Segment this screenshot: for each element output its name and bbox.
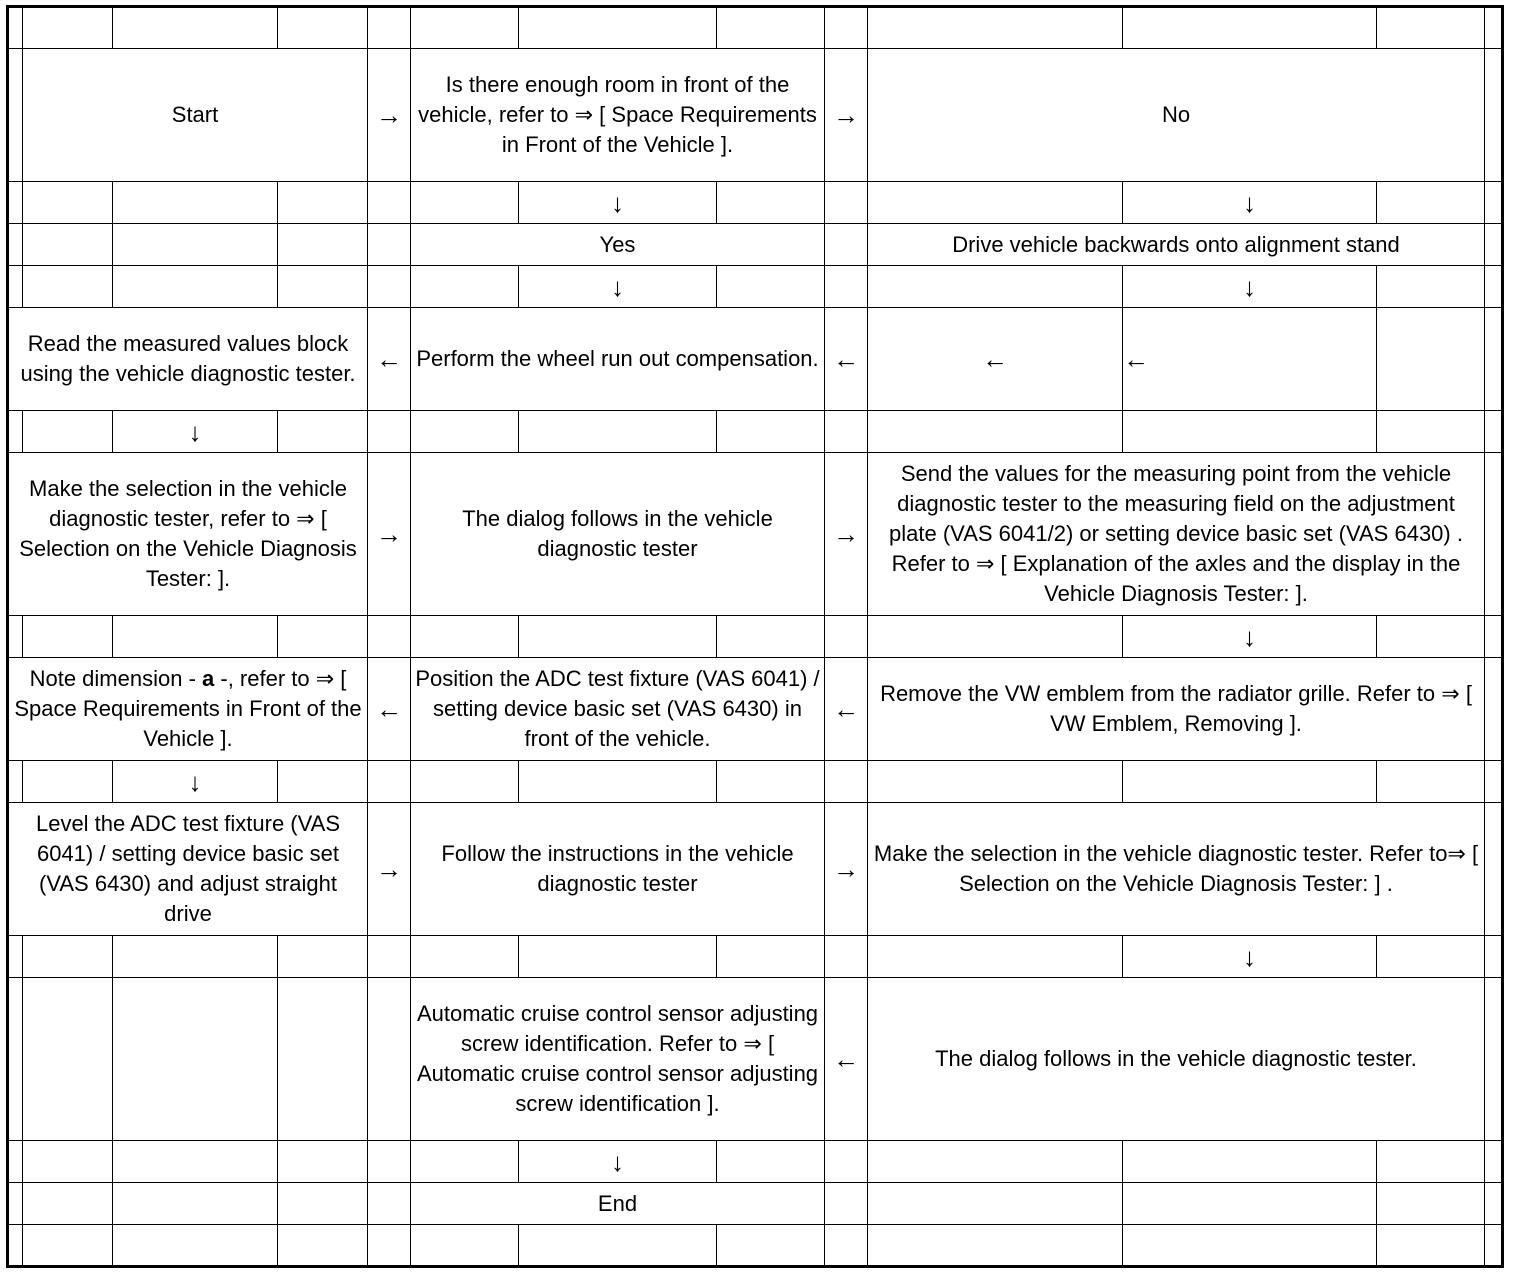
wheel-runout-node: Perform the wheel run out compensation. <box>411 308 825 411</box>
down-arrow-icon: ↓ <box>113 411 278 453</box>
dialog-follows-node: The dialog follows in the vehicle diagnostic tester <box>411 453 825 616</box>
connector-row <box>8 936 1503 978</box>
flow-row <box>8 1183 1503 1225</box>
right-arrow-icon: → <box>825 453 868 616</box>
connector-row <box>8 761 1503 803</box>
flow-row <box>8 658 1503 761</box>
left-arrow-icon: ← <box>368 308 411 411</box>
connector-row <box>8 182 1503 224</box>
follow-instructions-node: Follow the instructions in the vehicle diagnostic tester <box>411 803 825 936</box>
drive-backwards-node: Drive vehicle backwards onto alignment stand <box>868 224 1485 266</box>
spacer-row <box>8 1225 1503 1267</box>
connector-row <box>8 616 1503 658</box>
flow-row <box>8 978 1503 1141</box>
right-arrow-icon: → <box>368 453 411 616</box>
connector-row <box>8 266 1503 308</box>
right-arrow-icon: → <box>825 49 868 182</box>
right-arrow-icon: → <box>368 49 411 182</box>
left-arrow-icon: ← <box>368 658 411 761</box>
left-arrow-icon: ← <box>825 658 868 761</box>
connector-row <box>8 1141 1503 1183</box>
down-arrow-icon: ↓ <box>519 1141 717 1183</box>
right-arrow-icon: → <box>825 803 868 936</box>
down-arrow-icon: ↓ <box>1123 182 1377 224</box>
remove-emblem-node: Remove the VW emblem from the radiator grille. Refer to ⇒ [ VW Emblem, Removing ]. <box>868 658 1485 761</box>
spacer-row <box>8 7 1503 49</box>
send-values-node: Send the values for the measuring point from the vehicle diagnostic tester to the measuring field on the adjustment plate (VAS 6041/2) or setting device basic set (VAS 6430) . Refer to ⇒ [ Explanation of the axles and the display in the Vehicle Diagnosis Tester: ]. <box>868 453 1485 616</box>
flow-row <box>8 803 1503 936</box>
read-values-node: Read the measured values block using the vehicle diagnostic tester. <box>8 308 368 411</box>
down-arrow-icon: ↓ <box>1123 936 1377 978</box>
note-dimension-text: Note dimension - <box>29 666 203 691</box>
down-arrow-icon: ↓ <box>519 182 717 224</box>
flowchart-table <box>6 5 1504 1268</box>
start-node: Start <box>23 49 368 182</box>
acc-sensor-node: Automatic cruise control sensor adjusting screw identification. Refer to ⇒ [ Automatic cruise control sensor adjusting screw identification ]. <box>411 978 825 1141</box>
connector-row <box>8 411 1503 453</box>
level-adc-node: Level the ADC test fixture (VAS 6041) / setting device basic set (VAS 6430) and adjust straight drive <box>8 803 368 936</box>
left-arrow-icon: ← <box>825 308 868 411</box>
down-arrow-icon: ↓ <box>1123 616 1377 658</box>
dimension-a-label: a <box>202 666 215 691</box>
make-selection-2-node: Make the selection in the vehicle diagnostic tester. Refer to⇒ [ Selection on the Vehicle Diagnosis Tester: ] . <box>868 803 1485 936</box>
left-arrow-icon: ← <box>868 308 1123 411</box>
flow-row <box>8 49 1503 182</box>
note-dimension-text: -, refer to ⇒ [ Space Requirements in Front of the Vehicle ]. <box>14 666 362 751</box>
flow-row <box>8 308 1503 411</box>
left-arrow-icon: ← <box>1123 308 1377 411</box>
no-node: No <box>868 49 1485 182</box>
left-arrow-icon: ← <box>825 978 868 1141</box>
position-adc-node: Position the ADC test fixture (VAS 6041) / setting device basic set (VAS 6430) in front of the vehicle. <box>411 658 825 761</box>
make-selection-node: Make the selection in the vehicle diagnostic tester, refer to ⇒ [ Selection on the Vehicle Diagnosis Tester: ]. <box>8 453 368 616</box>
right-arrow-icon: → <box>368 803 411 936</box>
note-dimension-node <box>8 658 368 761</box>
down-arrow-icon: ↓ <box>1123 266 1377 308</box>
flow-row <box>8 224 1503 266</box>
down-arrow-icon: ↓ <box>113 761 278 803</box>
flow-row <box>8 453 1503 616</box>
end-node: End <box>411 1183 825 1225</box>
dialog-follows-2-node: The dialog follows in the vehicle diagnostic tester. <box>868 978 1485 1141</box>
decision-room-node: Is there enough room in front of the vehicle, refer to ⇒ [ Space Requirements in Front of the Vehicle ]. <box>411 49 825 182</box>
down-arrow-icon: ↓ <box>519 266 717 308</box>
yes-node: Yes <box>411 224 825 266</box>
